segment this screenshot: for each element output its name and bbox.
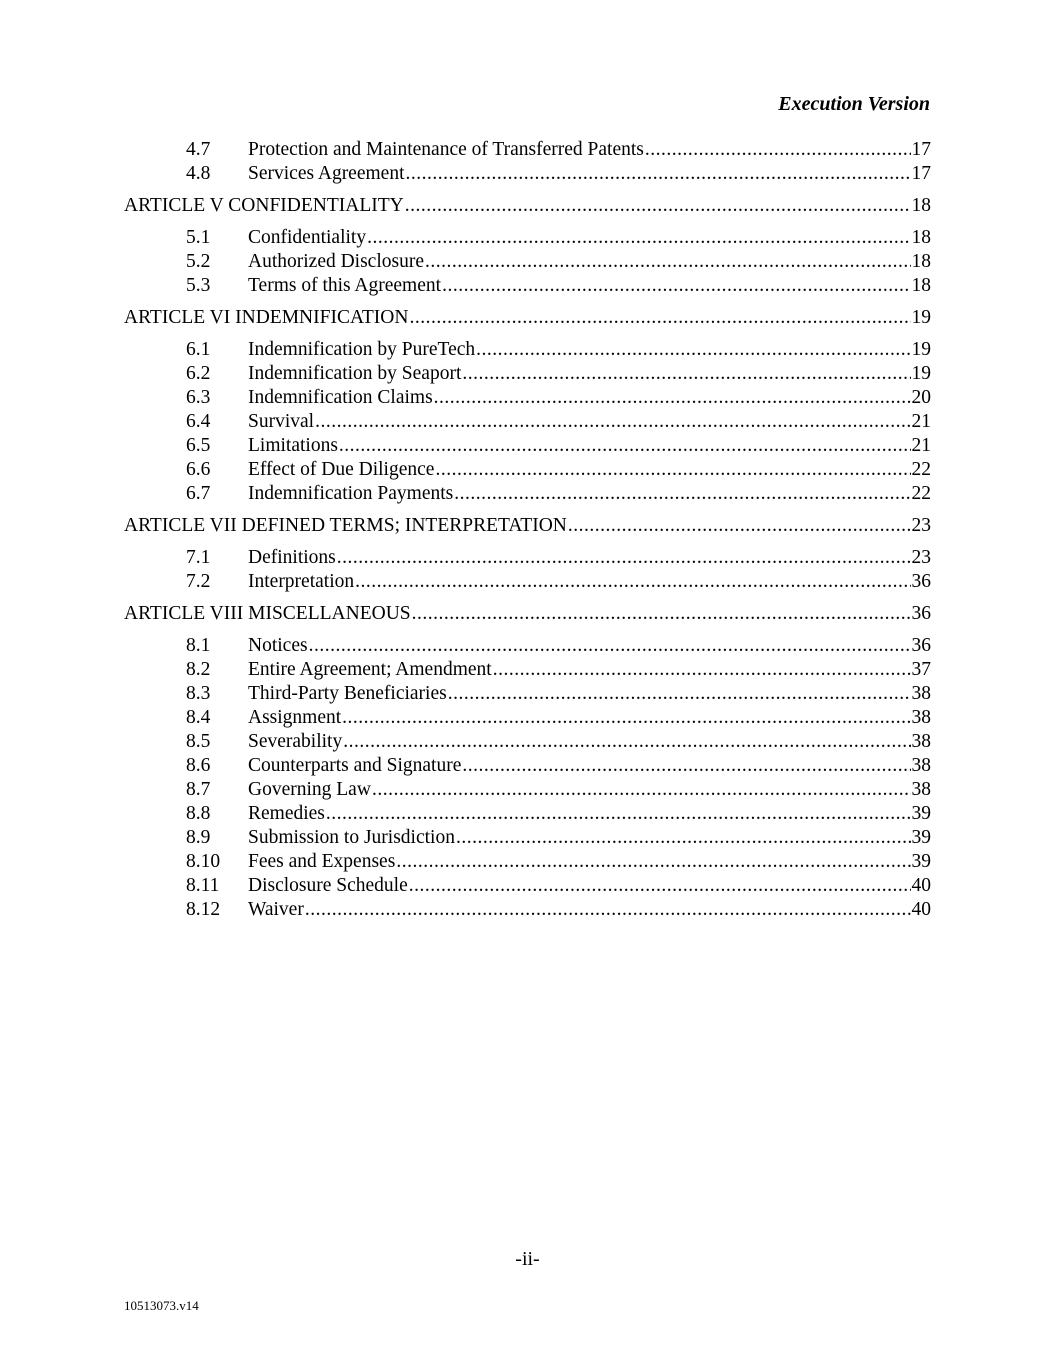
toc-article-entry	[124, 514, 931, 538]
toc-section-number: 4.7	[186, 139, 211, 160]
toc-entry-title: Severability	[248, 731, 343, 752]
toc-dot-leader	[412, 602, 911, 626]
toc-section-number: 6.6	[186, 459, 211, 480]
toc-page-number: 39	[911, 827, 931, 848]
toc-article-entry	[124, 194, 931, 218]
toc-page-number: 22	[911, 459, 931, 480]
toc-entry-title: Effect of Due Diligence	[248, 459, 435, 480]
toc-entry-title: Interpretation	[248, 571, 355, 592]
toc-section-number: 8.1	[186, 635, 211, 656]
toc-entry-title: Indemnification by Seaport	[248, 363, 462, 384]
toc-section-entry	[124, 658, 931, 682]
toc-section-entry	[124, 570, 931, 594]
toc-section-number: 8.5	[186, 731, 211, 752]
toc-entry-title: Protection and Maintenance of Transferred Patents	[248, 139, 644, 160]
toc-section-number: 8.12	[186, 899, 221, 920]
toc-dot-leader	[355, 570, 910, 594]
toc-page-number: 18	[911, 227, 931, 248]
toc-section-number: 5.2	[186, 251, 211, 272]
toc-entry-title: ARTICLE V CONFIDENTIALITY	[124, 195, 404, 216]
toc-section-entry	[124, 898, 931, 922]
toc-section-entry	[124, 754, 931, 778]
toc-section-entry	[124, 706, 931, 730]
toc-entry-title: Limitations	[248, 435, 338, 456]
toc-dot-leader	[339, 434, 911, 458]
toc-section-number: 8.10	[186, 851, 221, 872]
toc-section-number: 8.6	[186, 755, 211, 776]
toc-dot-leader	[462, 362, 910, 386]
toc-page-number: 18	[911, 195, 931, 216]
toc-section-entry	[124, 386, 931, 410]
toc-section-entry	[124, 874, 931, 898]
toc-dot-leader	[645, 138, 911, 162]
toc-page-number: 40	[911, 899, 931, 920]
toc-dot-leader	[456, 826, 911, 850]
toc-dot-leader	[442, 274, 910, 298]
toc-dot-leader	[568, 514, 911, 538]
toc-dot-leader	[309, 634, 911, 658]
toc-section-number: 4.8	[186, 163, 211, 184]
toc-dot-leader	[434, 386, 911, 410]
toc-page-number: 18	[911, 251, 931, 272]
toc-dot-leader	[409, 874, 911, 898]
toc-section-entry	[124, 778, 931, 802]
toc-entry-title: Submission to Jurisdiction	[248, 827, 455, 848]
toc-section-number: 8.4	[186, 707, 211, 728]
toc-dot-leader	[448, 682, 911, 706]
toc-section-entry	[124, 546, 931, 570]
toc-page-number: 19	[911, 307, 931, 328]
toc-section-entry	[124, 802, 931, 826]
toc-dot-leader	[435, 458, 910, 482]
toc-entry-title: Services Agreement	[248, 163, 405, 184]
toc-entry-title: Survival	[248, 411, 315, 432]
toc-entry-title: Indemnification Claims	[248, 387, 433, 408]
toc-page-number: 38	[911, 755, 931, 776]
toc-entry-title: Definitions	[248, 547, 336, 568]
toc-entry-title: Confidentiality	[248, 227, 367, 248]
toc-article-entry	[124, 306, 931, 330]
toc-entry-title: Third-Party Beneficiaries	[248, 683, 447, 704]
toc-dot-leader	[454, 482, 910, 506]
toc-dot-leader	[409, 306, 910, 330]
page-number: -ii-	[515, 1248, 540, 1270]
toc-dot-leader	[343, 730, 910, 754]
toc-page-number: 19	[911, 363, 931, 384]
toc-dot-leader	[315, 410, 910, 434]
toc-section-entry	[124, 162, 931, 186]
toc-section-number: 6.4	[186, 411, 211, 432]
toc-section-entry	[124, 434, 931, 458]
toc-article-entry	[124, 602, 931, 626]
toc-entry-title: Entire Agreement; Amendment	[248, 659, 492, 680]
toc-section-entry	[124, 682, 931, 706]
toc-section-number: 8.7	[186, 779, 211, 800]
toc-entry-title: Terms of this Agreement	[248, 275, 442, 296]
toc-section-number: 6.7	[186, 483, 211, 504]
toc-entry-title: Counterparts and Signature	[248, 755, 462, 776]
toc-page-number: 38	[911, 779, 931, 800]
toc-section-number: 8.3	[186, 683, 211, 704]
toc-section-number: 5.3	[186, 275, 211, 296]
toc-dot-leader	[406, 162, 911, 186]
toc-entry-title: Assignment	[248, 707, 342, 728]
document-id: 10513073.v14	[124, 1298, 199, 1313]
toc-page-number: 23	[911, 547, 931, 568]
toc-page-number: 19	[911, 339, 931, 360]
toc-entry-title: Disclosure Schedule	[248, 875, 408, 896]
toc-section-entry	[124, 482, 931, 506]
toc-section-entry	[124, 826, 931, 850]
toc-section-entry	[124, 362, 931, 386]
toc-page-number: 40	[911, 875, 931, 896]
toc-section-entry	[124, 138, 931, 162]
toc-page-number: 37	[911, 659, 931, 680]
toc-page-number: 17	[911, 139, 931, 160]
toc-dot-leader	[462, 754, 910, 778]
toc-page-number: 20	[911, 387, 931, 408]
toc-entry-title: Remedies	[248, 803, 325, 824]
toc-entry-title: Indemnification by PureTech	[248, 339, 476, 360]
toc-dot-leader	[367, 226, 910, 250]
toc-section-number: 8.8	[186, 803, 211, 824]
toc-section-entry	[124, 850, 931, 874]
toc-page-number: 36	[911, 603, 931, 624]
toc-section-entry	[124, 634, 931, 658]
execution-version-label: Execution Version	[778, 93, 930, 115]
toc-dot-leader	[425, 250, 911, 274]
toc-page-number: 38	[911, 707, 931, 728]
toc-entry-title: Authorized Disclosure	[248, 251, 424, 272]
toc-dot-leader	[305, 898, 911, 922]
toc-dot-leader	[405, 194, 911, 218]
toc-dot-leader	[476, 338, 910, 362]
toc-page-number: 38	[911, 731, 931, 752]
toc-section-number: 8.2	[186, 659, 211, 680]
toc-page-number: 39	[911, 851, 931, 872]
toc-section-number: 7.2	[186, 571, 211, 592]
toc-page-number: 36	[911, 635, 931, 656]
toc-section-number: 8.11	[186, 875, 220, 896]
toc-entry-title: ARTICLE VI INDEMNIFICATION	[124, 307, 409, 328]
toc-entry-title: Governing Law	[248, 779, 371, 800]
toc-section-entry	[124, 338, 931, 362]
toc-section-number: 6.1	[186, 339, 211, 360]
toc-page-number: 18	[911, 275, 931, 296]
toc-entry-title: Indemnification Payments	[248, 483, 454, 504]
toc-page-number: 38	[911, 683, 931, 704]
table-of-contents	[124, 138, 931, 922]
toc-section-number: 5.1	[186, 227, 211, 248]
toc-section-entry	[124, 250, 931, 274]
toc-page-number: 22	[911, 483, 931, 504]
toc-section-number: 7.1	[186, 547, 211, 568]
toc-page-number: 21	[911, 411, 931, 432]
toc-section-entry	[124, 730, 931, 754]
toc-section-number: 6.2	[186, 363, 211, 384]
toc-dot-leader	[326, 802, 911, 826]
toc-section-entry	[124, 458, 931, 482]
toc-page-number: 23	[911, 515, 931, 536]
toc-page-number: 39	[911, 803, 931, 824]
toc-section-entry	[124, 274, 931, 298]
toc-entry-title: Fees and Expenses	[248, 851, 396, 872]
toc-dot-leader	[396, 850, 910, 874]
toc-entry-title: ARTICLE VIII MISCELLANEOUS	[124, 603, 411, 624]
toc-dot-leader	[337, 546, 911, 570]
toc-section-number: 6.5	[186, 435, 211, 456]
toc-entry-title: Waiver	[248, 899, 304, 920]
toc-section-number: 6.3	[186, 387, 211, 408]
toc-page-number: 17	[911, 163, 931, 184]
toc-entry-title: ARTICLE VII DEFINED TERMS; INTERPRETATION	[124, 515, 567, 536]
toc-section-number: 8.9	[186, 827, 211, 848]
toc-dot-leader	[493, 658, 911, 682]
toc-dot-leader	[372, 778, 911, 802]
toc-dot-leader	[342, 706, 910, 730]
toc-entry-title: Notices	[248, 635, 308, 656]
toc-page-number: 36	[911, 571, 931, 592]
toc-section-entry	[124, 410, 931, 434]
toc-page-number: 21	[911, 435, 931, 456]
toc-section-entry	[124, 226, 931, 250]
